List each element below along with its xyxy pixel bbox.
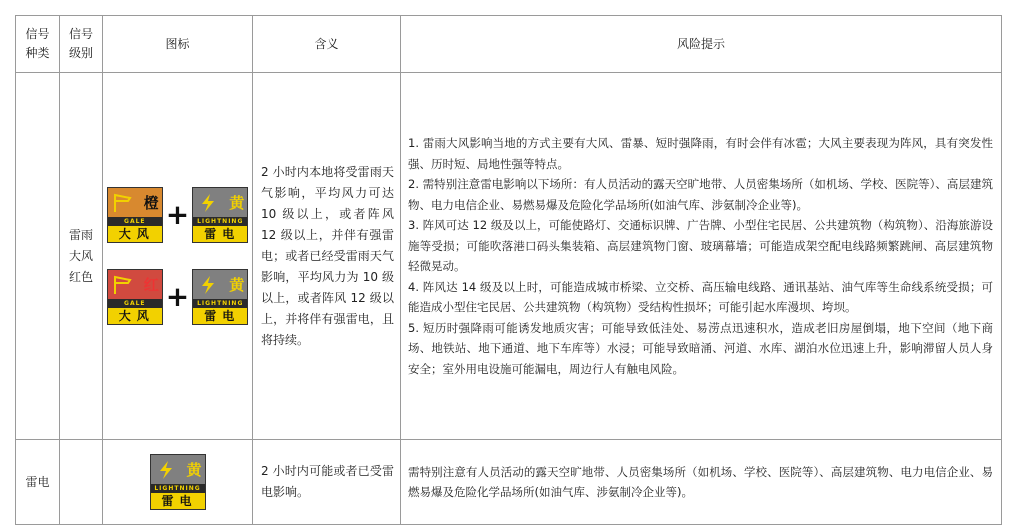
plus-sign: +	[165, 280, 190, 313]
table-row	[16, 73, 1002, 440]
lightning-yellow-signal-icon: 黄 LIGHTNING 雷电	[150, 454, 206, 510]
icon-cell	[103, 73, 253, 440]
lightning-yellow-signal-icon: 黄 LIGHTNING 雷电	[192, 187, 248, 243]
risk-item: 1. 雷雨大风影响当地的方式主要有大风、雷暴、短时强降雨，有时会伴有冰雹；大风主要表现为阵风，具有突发性强、历时短、局地性强等特点。	[408, 136, 993, 171]
header-icon: 图标	[103, 16, 253, 73]
header-risk: 风险提示	[401, 16, 1002, 73]
signal-type-cell: 雷电	[16, 440, 60, 525]
lightning-yellow-signal-icon: 黄 LIGHTNING 雷电	[192, 269, 248, 325]
risk-item: 需特别注意有人员活动的露天空旷地带、人员密集场所（如机场、学校、医院等）、高层建筑物、电力电信企业、易燃易爆及危险化学品场所(如油气库、涉氨制冷企业等)。	[408, 464, 993, 499]
windsock-icon	[112, 274, 134, 296]
gale-orange-signal-icon: 橙 GALE 大风	[107, 187, 163, 243]
meaning-cell: 2 小时内本地将受雷雨天气影响，平均风力可达 10 级以上，或者阵风 12 级以上，并伴有强雷电；或者已经受雷雨天气影响，平均风力为 10 级以上，或者阵风 12 级以上，并将伴有强雷电，且将持续。	[253, 73, 401, 440]
plus-sign: +	[165, 198, 190, 231]
signal-type-cell	[16, 73, 60, 440]
header-row	[16, 16, 1002, 73]
lightning-bolt-icon	[155, 459, 177, 481]
header-signal-type: 信号 种类	[16, 16, 60, 73]
icon-combo	[107, 187, 248, 243]
lightning-bolt-icon	[197, 274, 219, 296]
signal-level-cell	[60, 440, 103, 525]
lightning-bolt-icon	[197, 192, 219, 214]
signal-level-cell: 雷雨 大风 红色	[60, 73, 103, 440]
table-row	[16, 440, 1002, 525]
gale-red-signal-icon: 红 GALE 大风	[107, 269, 163, 325]
risk-cell	[401, 73, 1002, 440]
risk-item: 2. 需特别注意雷电影响以下场所：有人员活动的露天空旷地带、人员密集场所（如机场、学校、医院等）、高层建筑物、电力电信企业、易燃易爆及危险化学品场所(如油气库、涉氨制冷企业等)。	[408, 177, 993, 212]
icon-cell	[103, 440, 253, 525]
risk-cell	[401, 440, 1002, 525]
meaning-cell: 2 小时内可能或者已受雷电影响。	[253, 440, 401, 525]
header-signal-level: 信号 级别	[60, 16, 103, 73]
icon-combo	[107, 269, 248, 325]
warning-signal-table	[15, 15, 1002, 525]
risk-item: 3. 阵风可达 12 级及以上，可能使路灯、交通标识牌、广告牌、小型住宅民居、公共建筑物（构筑物）、沿海旅游设施等受损；可能吹落港口码头集装箱、高层建筑物门窗、玻璃幕墙；可能造成架空配电线路频繁跳闸、高层建筑物轻微晃动。	[408, 218, 993, 273]
risk-item: 5. 短历时强降雨可能诱发地质灾害；可能导致低洼处、易涝点迅速积水，造成老旧房屋倒塌，地下空间（地下商场、地铁站、地下通道、地下车库等）水浸；可能导致暗涌、河道、水库、湖泊水位迅速上升，影响滞留人员人身安全；室外用电设施可能漏电，周边行人有触电风险。	[408, 320, 993, 376]
header-meaning: 含义	[253, 16, 401, 73]
windsock-icon	[112, 192, 134, 214]
risk-item: 4. 阵风达 14 级及以上时，可能造成城市桥梁、立交桥、高压输电线路、通讯基站、油气库等生命线系统受损；可能造成小型住宅民居、公共建筑物（构筑物）受结构性损坏；可能引起水库漫坝、垮坝。	[408, 279, 993, 314]
